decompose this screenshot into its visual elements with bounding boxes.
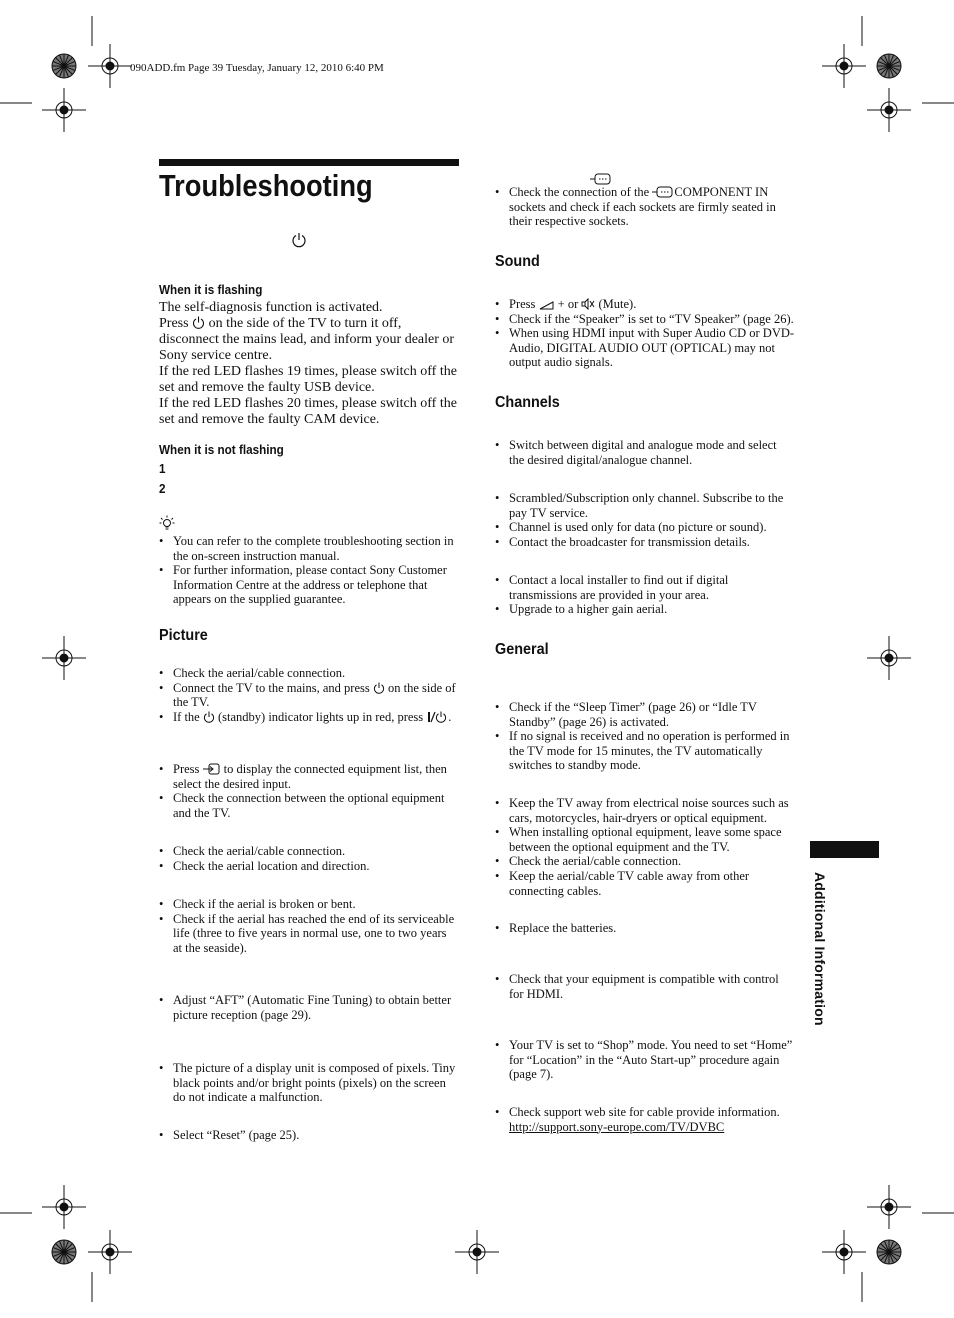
component-socket-icon	[652, 186, 674, 198]
general-group-4	[495, 972, 795, 1001]
list-item: • If the (standby) indicator lights up in red, press .	[159, 710, 459, 725]
sound-list	[495, 297, 795, 370]
step-2: 2	[159, 481, 166, 496]
section-picture: Picture	[159, 627, 208, 644]
list-item: • Contact the broadcaster for transmission details.	[495, 535, 795, 550]
flashing-heading: When it is flashing	[159, 282, 263, 297]
list-item: • Replace the batteries.	[495, 921, 795, 936]
general-group-1	[495, 700, 795, 773]
general-group-5	[495, 1038, 795, 1082]
list-item: • You can refer to the complete troubleshooting section in the on-screen instruction manual.	[159, 534, 459, 563]
list-item: • Your TV is set to “Shop” mode. You need to set “Home” for “Location” in the “Auto Start-up” procedure again (page 7).	[495, 1038, 795, 1082]
list-item: • Check if the “Sleep Timer” (page 26) or “Idle TV Standby” (page 26) is activated.	[495, 700, 795, 729]
tips-list	[159, 534, 459, 607]
list-item: • Press + or (Mute).	[495, 297, 795, 312]
list-item: • Switch between digital and analogue mode and select the desired digital/analogue channel.	[495, 438, 795, 467]
list-item: • Check the connection between the optional equipment and the TV.	[159, 791, 459, 820]
list-item: • Contact a local installer to find out if digital transmissions are provided in your area.	[495, 573, 795, 602]
standby-power-icon	[426, 711, 448, 723]
not-flashing-heading: When it is not flashing	[159, 442, 284, 457]
side-tab-label: Additional Information	[812, 872, 828, 1026]
input-select-icon	[203, 763, 221, 775]
list-item: • Select “Reset” (page 25).	[159, 1128, 459, 1143]
channels-group-1	[495, 438, 795, 467]
list-item: • Check the aerial/cable connection.	[159, 666, 459, 681]
list-item: • Keep the aerial/cable TV cable away from other connecting cables.	[495, 869, 795, 898]
power-icon	[192, 316, 205, 329]
list-item: • Connect the TV to the mains, and press on the side of the TV.	[159, 681, 459, 710]
picture-group-4	[159, 897, 459, 955]
list-item: • When using HDMI input with Super Audio CD or DVD- Audio, DIGITAL AUDIO OUT (OPTICAL) may not output audio signals.	[495, 326, 795, 370]
general-group-6	[495, 1105, 795, 1134]
list-item: • The picture of a display unit is composed of pixels. Tiny black points and/or bright points (pixels) on the screen do not indicate a malfunction.	[159, 1061, 459, 1105]
picture-group-7	[159, 1128, 459, 1143]
power-icon	[373, 682, 385, 694]
list-item: • Press to display the connected equipment list, then select the desired input.	[159, 762, 459, 791]
step-1: 1	[159, 461, 166, 476]
channels-group-2	[495, 491, 795, 549]
list-item: • When installing optional equipment, leave some space between the optional equipment and the TV.	[495, 825, 795, 854]
picture-group-2	[159, 762, 459, 820]
list-item: • Scrambled/Subscription only channel. Subscribe to the pay TV service.	[495, 491, 795, 520]
tip-lightbulb-icon	[159, 515, 175, 531]
picture-group-6	[159, 1061, 459, 1105]
file-info: 090ADD.fm Page 39 Tuesday, January 12, 2010 6:40 PM	[130, 62, 384, 74]
list-item: • Channel is used only for data (no picture or sound).	[495, 520, 795, 535]
list-item: • Check support web site for cable provide information. http://support.sony-europe.com/TV/DVBC	[495, 1105, 795, 1134]
list-item: • Check the aerial/cable connection.	[159, 844, 459, 859]
picture-group-1	[159, 666, 459, 724]
component-socket-icon	[590, 172, 612, 186]
section-sound: Sound	[495, 253, 540, 270]
power-icon	[203, 711, 215, 723]
list-item: • For further information, please contact Sony Customer Information Centre at the address or telephone that appears on the supplied guarantee.	[159, 563, 459, 607]
page-title: Troubleshooting	[159, 168, 373, 203]
list-item: • Check the aerial location and direction.	[159, 859, 459, 874]
channels-group-3	[495, 573, 795, 617]
general-group-2	[495, 796, 795, 898]
picture-group-5	[159, 993, 459, 1022]
picture-group-3	[159, 844, 459, 873]
mute-icon	[581, 298, 595, 310]
power-icon	[291, 232, 307, 248]
list-item: • Check if the aerial has reached the end of its serviceable life (three to five years in normal use, one to two years at the seaside).	[159, 912, 459, 956]
component-list	[495, 185, 795, 229]
list-item: • Keep the TV away from electrical noise sources such as cars, motorcycles, hair-dryers or optical equipment.	[495, 796, 795, 825]
list-item: • Check the connection of the COMPONENT IN sockets and check if each sockets are firmly seated in their respective sockets.	[495, 185, 795, 229]
list-item: • Check that your equipment is compatible with control for HDMI.	[495, 972, 795, 1001]
list-item: • Check the aerial/cable connection.	[495, 854, 795, 869]
general-group-3	[495, 921, 795, 936]
support-link[interactable]: http://support.sony-europe.com/TV/DVBC	[509, 1119, 725, 1134]
flashing-text: The self-diagnosis function is activated. Press on the side of the TV to turn it off, disconnect the mains lead, and inform your dealer or Sony service centre. If the red LED flashes 19 times, please switch off the set and remove the faulty USB device. If the red LED flashes 20 times, please switch off the set and remove the faulty CAM device.	[159, 300, 457, 427]
list-item: • If no signal is received and no operation is performed in the TV mode for 15 minutes, the TV automatically switches to standby mode.	[495, 729, 795, 773]
side-tab-marker	[810, 841, 879, 858]
volume-icon	[539, 300, 555, 310]
title-rule	[159, 159, 459, 166]
list-item: • Adjust “AFT” (Automatic Fine Tuning) to obtain better picture reception (page 29).	[159, 993, 459, 1022]
list-item: • Check if the aerial is broken or bent.	[159, 897, 459, 912]
section-general: General	[495, 641, 549, 658]
list-item: • Upgrade to a higher gain aerial.	[495, 602, 795, 617]
list-item: • Check if the “Speaker” is set to “TV Speaker” (page 26).	[495, 312, 795, 327]
section-channels: Channels	[495, 394, 560, 411]
